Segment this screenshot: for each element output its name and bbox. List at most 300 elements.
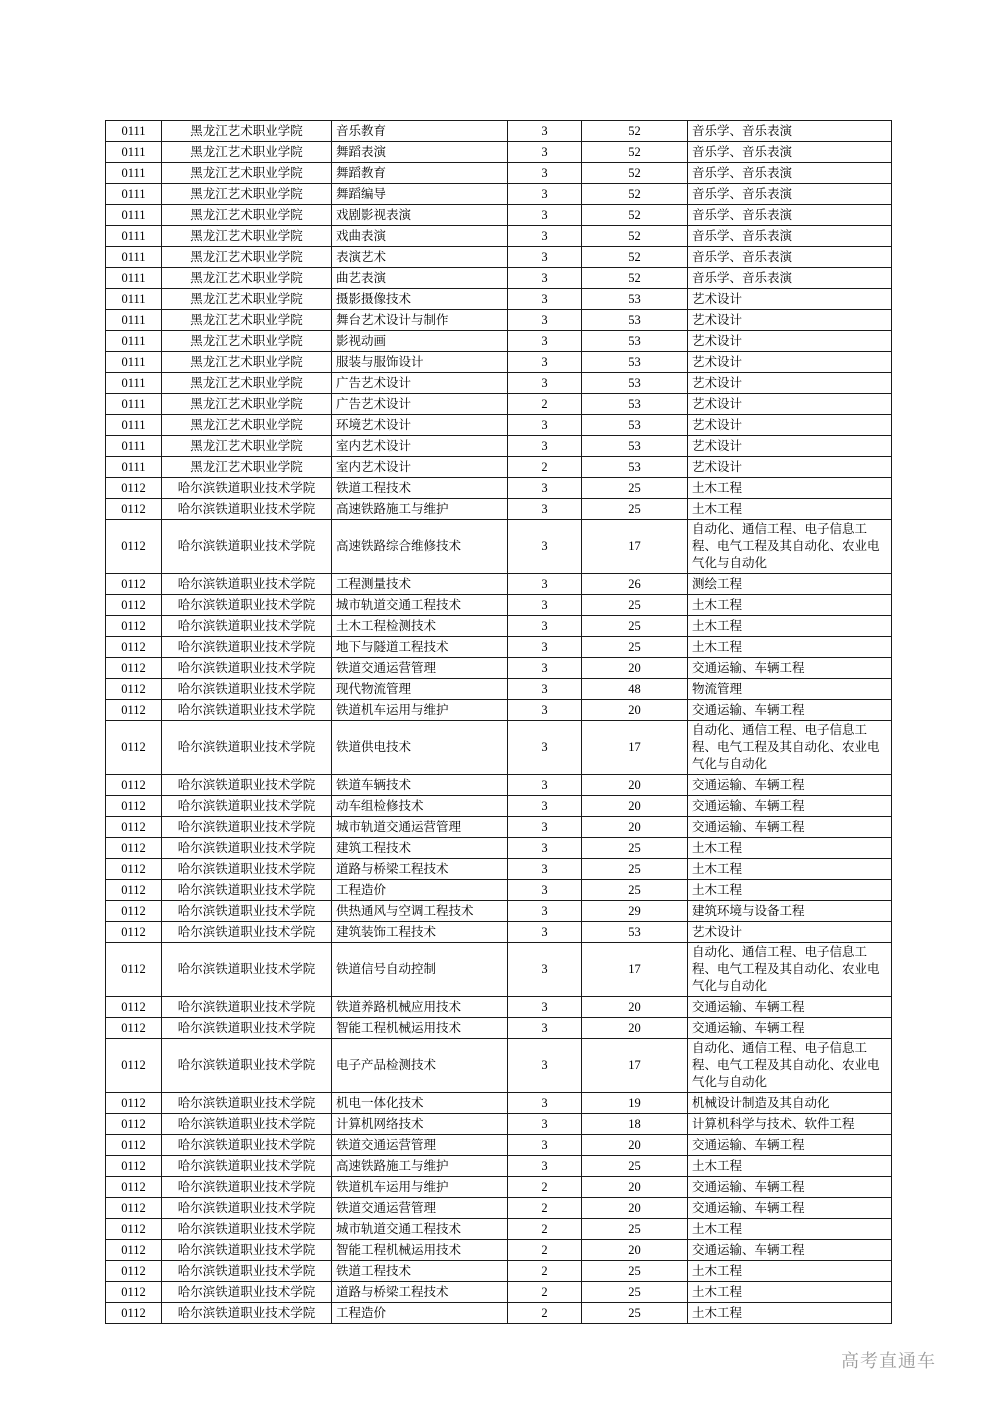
cell-num1: 3 [508,1018,582,1039]
cell-code: 0111 [106,184,162,205]
cell-college: 哈尔滨铁道职业技术学院 [162,700,332,721]
cell-num1: 3 [508,700,582,721]
cell-related: 土木工程 [688,616,892,637]
table-row [106,616,892,637]
table-row [106,595,892,616]
cell-major: 铁道交通运营管理 [332,658,508,679]
table-row [106,1219,892,1240]
cell-related: 计算机科学与技术、软件工程 [688,1114,892,1135]
cell-num1: 3 [508,352,582,373]
cell-num2: 25 [582,838,688,859]
table-row [106,184,892,205]
cell-num1: 3 [508,478,582,499]
cell-related: 音乐学、音乐表演 [688,163,892,184]
cell-related: 建筑环境与设备工程 [688,901,892,922]
cell-code: 0112 [106,775,162,796]
cell-num1: 3 [508,226,582,247]
cell-code: 0112 [106,1219,162,1240]
cell-major: 广告艺术设计 [332,373,508,394]
cell-num1: 3 [508,658,582,679]
cell-major: 地下与隧道工程技术 [332,637,508,658]
cell-college: 哈尔滨铁道职业技术学院 [162,859,332,880]
cell-num2: 19 [582,1093,688,1114]
cell-num2: 17 [582,943,688,997]
cell-related: 音乐学、音乐表演 [688,205,892,226]
cell-related: 自动化、通信工程、电子信息工程、电气工程及其自动化、农业电气化与自动化 [688,520,892,574]
cell-major: 广告艺术设计 [332,394,508,415]
cell-code: 0111 [106,415,162,436]
cell-code: 0111 [106,289,162,310]
cell-code: 0112 [106,1282,162,1303]
cell-num1: 3 [508,595,582,616]
cell-major: 表演艺术 [332,247,508,268]
cell-related: 音乐学、音乐表演 [688,142,892,163]
cell-related: 艺术设计 [688,457,892,478]
cell-num1: 3 [508,436,582,457]
cell-num1: 3 [508,121,582,142]
table-row [106,796,892,817]
cell-related: 交通运输、车辆工程 [688,817,892,838]
cell-num1: 3 [508,859,582,880]
table-row [106,658,892,679]
cell-major: 建筑装饰工程技术 [332,922,508,943]
cell-major: 建筑工程技术 [332,838,508,859]
cell-num1: 2 [508,1219,582,1240]
cell-code: 0112 [106,1093,162,1114]
cell-college: 哈尔滨铁道职业技术学院 [162,1198,332,1219]
cell-code: 0112 [106,1018,162,1039]
cell-related: 交通运输、车辆工程 [688,1135,892,1156]
table-row [106,247,892,268]
cell-code: 0112 [106,478,162,499]
cell-college: 哈尔滨铁道职业技术学院 [162,520,332,574]
cell-num1: 3 [508,943,582,997]
cell-related: 艺术设计 [688,373,892,394]
cell-num1: 3 [508,1039,582,1093]
cell-major: 服装与服饰设计 [332,352,508,373]
table-row [106,415,892,436]
cell-major: 高速铁路综合维修技术 [332,520,508,574]
cell-major: 室内艺术设计 [332,457,508,478]
cell-college: 哈尔滨铁道职业技术学院 [162,574,332,595]
table-row [106,1093,892,1114]
table-row [106,943,892,997]
cell-code: 0112 [106,1198,162,1219]
cell-num2: 53 [582,415,688,436]
cell-related: 自动化、通信工程、电子信息工程、电气工程及其自动化、农业电气化与自动化 [688,1039,892,1093]
cell-code: 0112 [106,700,162,721]
cell-related: 土木工程 [688,499,892,520]
cell-num1: 3 [508,817,582,838]
cell-major: 高速铁路施工与维护 [332,1156,508,1177]
cell-num1: 3 [508,1093,582,1114]
cell-num2: 20 [582,700,688,721]
cell-related: 艺术设计 [688,394,892,415]
cell-num1: 3 [508,775,582,796]
cell-major: 环境艺术设计 [332,415,508,436]
cell-college: 哈尔滨铁道职业技术学院 [162,637,332,658]
cell-college: 哈尔滨铁道职业技术学院 [162,499,332,520]
cell-code: 0112 [106,595,162,616]
cell-college: 哈尔滨铁道职业技术学院 [162,1093,332,1114]
cell-related: 艺术设计 [688,310,892,331]
table-row [106,436,892,457]
cell-college: 哈尔滨铁道职业技术学院 [162,1282,332,1303]
cell-major: 智能工程机械运用技术 [332,1240,508,1261]
cell-college: 哈尔滨铁道职业技术学院 [162,775,332,796]
cell-college: 哈尔滨铁道职业技术学院 [162,880,332,901]
cell-code: 0112 [106,1135,162,1156]
table-row [106,1039,892,1093]
cell-major: 铁道养路机械应用技术 [332,997,508,1018]
cell-num2: 25 [582,616,688,637]
cell-college: 哈尔滨铁道职业技术学院 [162,997,332,1018]
cell-code: 0111 [106,310,162,331]
cell-major: 智能工程机械运用技术 [332,1018,508,1039]
cell-major: 铁道交通运营管理 [332,1135,508,1156]
cell-num1: 2 [508,394,582,415]
cell-num1: 3 [508,499,582,520]
cell-related: 音乐学、音乐表演 [688,247,892,268]
cell-num1: 3 [508,880,582,901]
cell-num2: 25 [582,478,688,499]
cell-major: 舞蹈编导 [332,184,508,205]
cell-code: 0112 [106,520,162,574]
table-row [106,838,892,859]
cell-num1: 3 [508,268,582,289]
table-row [106,457,892,478]
cell-major: 摄影摄像技术 [332,289,508,310]
cell-code: 0112 [106,637,162,658]
cell-major: 现代物流管理 [332,679,508,700]
cell-num2: 20 [582,817,688,838]
table-row [106,499,892,520]
cell-code: 0112 [106,817,162,838]
cell-num1: 3 [508,679,582,700]
cell-num1: 3 [508,331,582,352]
cell-college: 哈尔滨铁道职业技术学院 [162,817,332,838]
cell-code: 0112 [106,838,162,859]
cell-num1: 2 [508,1198,582,1219]
cell-major: 土木工程检测技术 [332,616,508,637]
cell-num2: 20 [582,1018,688,1039]
cell-num1: 3 [508,1114,582,1135]
cell-num2: 20 [582,658,688,679]
cell-code: 0112 [106,721,162,775]
cell-major: 高速铁路施工与维护 [332,499,508,520]
cell-related: 土木工程 [688,1282,892,1303]
cell-college: 黑龙江艺术职业学院 [162,268,332,289]
cell-num2: 53 [582,352,688,373]
cell-major: 铁道供电技术 [332,721,508,775]
cell-college: 黑龙江艺术职业学院 [162,394,332,415]
cell-num1: 3 [508,163,582,184]
cell-related: 艺术设计 [688,352,892,373]
cell-num1: 3 [508,205,582,226]
cell-college: 哈尔滨铁道职业技术学院 [162,922,332,943]
table-row [106,922,892,943]
cell-num1: 3 [508,901,582,922]
cell-related: 艺术设计 [688,289,892,310]
cell-college: 黑龙江艺术职业学院 [162,142,332,163]
cell-num1: 3 [508,616,582,637]
cell-num1: 2 [508,457,582,478]
cell-num2: 53 [582,289,688,310]
cell-college: 哈尔滨铁道职业技术学院 [162,901,332,922]
cell-related: 交通运输、车辆工程 [688,1240,892,1261]
cell-major: 铁道交通运营管理 [332,1198,508,1219]
cell-major: 铁道工程技术 [332,1261,508,1282]
cell-college: 黑龙江艺术职业学院 [162,289,332,310]
cell-num2: 26 [582,574,688,595]
cell-college: 哈尔滨铁道职业技术学院 [162,1039,332,1093]
cell-related: 音乐学、音乐表演 [688,226,892,247]
cell-related: 土木工程 [688,595,892,616]
cell-college: 黑龙江艺术职业学院 [162,163,332,184]
cell-college: 黑龙江艺术职业学院 [162,352,332,373]
cell-num1: 2 [508,1303,582,1324]
cell-num2: 53 [582,922,688,943]
cell-college: 哈尔滨铁道职业技术学院 [162,478,332,499]
table-row [106,226,892,247]
cell-code: 0112 [106,880,162,901]
cell-related: 自动化、通信工程、电子信息工程、电气工程及其自动化、农业电气化与自动化 [688,721,892,775]
cell-code: 0112 [106,922,162,943]
cell-num2: 20 [582,1135,688,1156]
cell-related: 机械设计制造及其自动化 [688,1093,892,1114]
cell-major: 计算机网络技术 [332,1114,508,1135]
cell-code: 0112 [106,1156,162,1177]
cell-major: 供热通风与空调工程技术 [332,901,508,922]
cell-major: 铁道信号自动控制 [332,943,508,997]
cell-major: 舞蹈教育 [332,163,508,184]
cell-major: 城市轨道交通工程技术 [332,595,508,616]
table-row [106,775,892,796]
cell-college: 哈尔滨铁道职业技术学院 [162,1114,332,1135]
cell-related: 交通运输、车辆工程 [688,997,892,1018]
cell-college: 哈尔滨铁道职业技术学院 [162,721,332,775]
cell-related: 音乐学、音乐表演 [688,184,892,205]
cell-major: 工程测量技术 [332,574,508,595]
cell-num2: 20 [582,997,688,1018]
cell-num1: 3 [508,997,582,1018]
table-row [106,1114,892,1135]
cell-major: 电子产品检测技术 [332,1039,508,1093]
cell-code: 0112 [106,1240,162,1261]
table-row [106,352,892,373]
cell-num2: 52 [582,247,688,268]
cell-num2: 25 [582,499,688,520]
cell-code: 0111 [106,268,162,289]
cell-related: 交通运输、车辆工程 [688,700,892,721]
cell-num1: 3 [508,520,582,574]
cell-num1: 2 [508,1282,582,1303]
cell-college: 哈尔滨铁道职业技术学院 [162,943,332,997]
cell-major: 动车组检修技术 [332,796,508,817]
cell-related: 交通运输、车辆工程 [688,1198,892,1219]
cell-num2: 25 [582,880,688,901]
cell-code: 0112 [106,574,162,595]
cell-num1: 3 [508,922,582,943]
table-row [106,310,892,331]
cell-num2: 53 [582,373,688,394]
table-row [106,637,892,658]
cell-college: 黑龙江艺术职业学院 [162,436,332,457]
table-row [106,679,892,700]
cell-college: 哈尔滨铁道职业技术学院 [162,1018,332,1039]
cell-college: 黑龙江艺术职业学院 [162,205,332,226]
cell-num2: 25 [582,859,688,880]
cell-major: 音乐教育 [332,121,508,142]
cell-related: 土木工程 [688,1156,892,1177]
cell-num1: 3 [508,1156,582,1177]
cell-related: 交通运输、车辆工程 [688,1177,892,1198]
table-row [106,1240,892,1261]
cell-college: 黑龙江艺术职业学院 [162,457,332,478]
cell-num2: 25 [582,637,688,658]
cell-related: 土木工程 [688,880,892,901]
cell-num2: 25 [582,1303,688,1324]
cell-num1: 3 [508,574,582,595]
cell-college: 哈尔滨铁道职业技术学院 [162,658,332,679]
cell-num2: 25 [582,1261,688,1282]
table-row [106,1261,892,1282]
cell-num1: 3 [508,142,582,163]
cell-major: 工程造价 [332,880,508,901]
cell-num2: 20 [582,1198,688,1219]
cell-related: 交通运输、车辆工程 [688,775,892,796]
cell-num2: 52 [582,121,688,142]
cell-major: 舞蹈表演 [332,142,508,163]
table-row [106,163,892,184]
cell-college: 黑龙江艺术职业学院 [162,310,332,331]
cell-code: 0111 [106,352,162,373]
cell-num2: 52 [582,163,688,184]
cell-related: 自动化、通信工程、电子信息工程、电气工程及其自动化、农业电气化与自动化 [688,943,892,997]
cell-code: 0111 [106,226,162,247]
table-row [106,394,892,415]
cell-code: 0111 [106,373,162,394]
cell-num2: 48 [582,679,688,700]
table-row [106,817,892,838]
cell-major: 曲艺表演 [332,268,508,289]
cell-college: 黑龙江艺术职业学院 [162,331,332,352]
cell-major: 道路与桥梁工程技术 [332,1282,508,1303]
cell-major: 道路与桥梁工程技术 [332,859,508,880]
cell-college: 黑龙江艺术职业学院 [162,184,332,205]
cell-code: 0111 [106,457,162,478]
cell-code: 0112 [106,1114,162,1135]
table-row [106,268,892,289]
cell-num2: 52 [582,226,688,247]
cell-related: 交通运输、车辆工程 [688,796,892,817]
cell-num1: 3 [508,721,582,775]
cell-college: 哈尔滨铁道职业技术学院 [162,595,332,616]
cell-num2: 20 [582,1240,688,1261]
cell-num2: 53 [582,394,688,415]
cell-code: 0112 [106,1303,162,1324]
cell-num2: 17 [582,1039,688,1093]
cell-major: 机电一体化技术 [332,1093,508,1114]
table-body [106,121,892,1324]
cell-code: 0112 [106,499,162,520]
cell-college: 哈尔滨铁道职业技术学院 [162,1156,332,1177]
cell-college: 哈尔滨铁道职业技术学院 [162,1135,332,1156]
cell-related: 土木工程 [688,478,892,499]
table-row [106,574,892,595]
cell-related: 艺术设计 [688,922,892,943]
cell-college: 哈尔滨铁道职业技术学院 [162,1303,332,1324]
cell-major: 铁道车辆技术 [332,775,508,796]
cell-num2: 20 [582,796,688,817]
cell-num2: 52 [582,142,688,163]
cell-num1: 3 [508,796,582,817]
table-row [106,859,892,880]
cell-num1: 3 [508,1135,582,1156]
cell-major: 戏剧影视表演 [332,205,508,226]
cell-code: 0111 [106,331,162,352]
cell-num1: 3 [508,373,582,394]
cell-num1: 3 [508,310,582,331]
cell-num2: 25 [582,595,688,616]
cell-college: 哈尔滨铁道职业技术学院 [162,1177,332,1198]
cell-related: 交通运输、车辆工程 [688,658,892,679]
cell-num2: 53 [582,457,688,478]
table-row [106,880,892,901]
cell-major: 城市轨道交通工程技术 [332,1219,508,1240]
cell-major: 城市轨道交通运营管理 [332,817,508,838]
cell-related: 艺术设计 [688,331,892,352]
cell-code: 0112 [106,658,162,679]
cell-num2: 18 [582,1114,688,1135]
cell-num1: 2 [508,1261,582,1282]
cell-num2: 53 [582,310,688,331]
table-row [106,1135,892,1156]
cell-num2: 25 [582,1219,688,1240]
cell-related: 土木工程 [688,838,892,859]
cell-code: 0112 [106,616,162,637]
cell-code: 0111 [106,142,162,163]
table-row [106,1303,892,1324]
cell-major: 铁道机车运用与维护 [332,700,508,721]
cell-related: 土木工程 [688,859,892,880]
cell-code: 0111 [106,247,162,268]
cell-major: 工程造价 [332,1303,508,1324]
cell-code: 0112 [106,1039,162,1093]
admissions-table [105,120,892,1324]
cell-major: 影视动画 [332,331,508,352]
cell-num2: 17 [582,520,688,574]
cell-num2: 17 [582,721,688,775]
cell-num1: 3 [508,289,582,310]
cell-college: 哈尔滨铁道职业技术学院 [162,1261,332,1282]
table-row [106,520,892,574]
cell-code: 0112 [106,859,162,880]
cell-num2: 25 [582,1156,688,1177]
cell-college: 黑龙江艺术职业学院 [162,415,332,436]
cell-major: 铁道机车运用与维护 [332,1177,508,1198]
cell-num2: 52 [582,184,688,205]
table-row [106,1018,892,1039]
table-row [106,721,892,775]
cell-num2: 29 [582,901,688,922]
cell-num1: 3 [508,415,582,436]
table-row [106,1156,892,1177]
table-row [106,1282,892,1303]
cell-college: 黑龙江艺术职业学院 [162,247,332,268]
cell-num2: 53 [582,331,688,352]
cell-college: 哈尔滨铁道职业技术学院 [162,838,332,859]
